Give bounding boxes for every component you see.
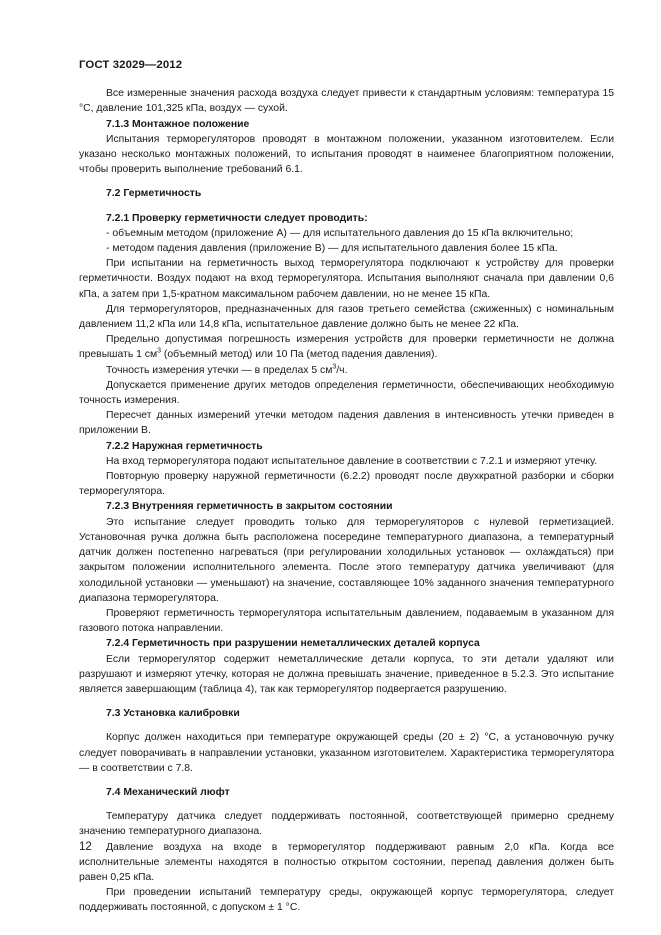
section-heading-7-3: 7.3 Установка калибровки (106, 708, 240, 720)
paragraph: Давление воздуха на входе в терморегулятор поддерживают равным 2,0 кПа. Когда все исполнительные элементы находятся в полностью открытом состоянии, перепад давления должен быть равен 0,25 кПа. (79, 841, 614, 883)
paragraph: Повторную проверку наружной герметичности (6.2.2) проводят после двухкратной разборки и сборки терморегулятора. (79, 471, 614, 498)
paragraph (79, 363, 614, 378)
page-number: 12 (79, 841, 92, 853)
section-heading-7-4: 7.4 Механический люфт (106, 786, 230, 798)
section-heading-7-2-4: 7.2.4 Герметичность при разрушении неметаллических деталей корпуса (106, 638, 480, 650)
document-page (79, 58, 614, 916)
text-run: Точность измерения утечки — в пределах 5 см (106, 364, 333, 376)
section-heading-7-2-2: 7.2.2 Наружная герметичность (106, 440, 263, 452)
paragraph: Если терморегулятор содержит неметаллические детали корпуса, то эти детали удаляют или разрушают и измеряют утечку, которая не должна превышать значение, приведенное в 5.2.3. Это испытание является завершающим (таблица 4), так как терморегулятор подвергается разрушению. (79, 653, 614, 695)
list-item: - методом падения давления (приложение В) — для испытательного давления более 15 кПа. (106, 243, 558, 255)
document-header: ГОСТ 32029—2012 (79, 59, 183, 71)
paragraph: При испытании на герметичность выход терморегулятора подключают к устройству для проверки герметичности. Воздух подают на вход терморегулятора. Испытания выполняют сначала при давлении 0,6 кПа, а затем при 1,5-кратном максимальном рабочем давлении, но не менее 15 кПа. (79, 258, 614, 300)
paragraph: На вход терморегулятора подают испытательное давление в соответствии с 7.2.1 и измеряют утечку. (106, 455, 598, 467)
paragraph: Все измеренные значения расхода воздуха следует привести к стандартным условиям: температура 15 °С, давление 101,325 кПа, воздух — сухой. (79, 88, 614, 115)
paragraph: Корпус должен находиться при температуре окружающей среды (20 ± 2) °С, а установочную ручку следует поворачивать в направлении установки, указанном изготовителем. Характеристика терморегулятора — в соответствии с 7.8. (79, 732, 614, 774)
paragraph: Температуру датчика следует поддерживать постоянной, соответствующей примерно среднему значению температурного диапазона. (79, 811, 614, 838)
paragraph (79, 332, 614, 362)
list-item: - объемным методом (приложение А) — для испытательного давления до 15 кПа включительно; (106, 227, 574, 239)
superscript: 3 (332, 363, 337, 371)
section-heading-7-2-1: 7.2.1 Проверку герметичности следует проводить: (106, 212, 368, 224)
paragraph: Это испытание следует проводить только для терморегуляторов с нулевой герметизацией. Установочная ручка должна быть расположена посередине температурного диапазона, а температурный датчик должен постепенно нагреваться (при регулировании холодильных установок — охлаждаться) при закрытом положении исполнительного элемента. После этого температуру датчика увеличивают (для холодильной установки — уменьшают) на значение, составляющее 10% заданного значения температурного диапазона терморегулятора. (79, 516, 614, 604)
paragraph: Для терморегуляторов, предназначенных для газов третьего семейства (сжиженных) с номинальным давлением 11,2 кПа или 14,8 кПа, испытательное давление должно быть не менее 22 кПа. (79, 303, 614, 331)
text-run: Предельно допустимая погрешность измерения устройств для проверки герметичности не должна превышать 1 см (79, 334, 614, 361)
section-heading-7-2-3: 7.2.3 Внутренняя герметичность в закрытом состоянии (106, 501, 393, 513)
paragraph: Пересчет данных измерений утечки методом падения давления в интенсивность утечки приведен в приложении В. (79, 410, 614, 437)
paragraph: При проведении испытаний температуру среды, окружающей корпус терморегулятора, следует поддерживать постоянной, с допуском ± 1 °С. (79, 887, 614, 914)
section-heading-7-1-3: 7.1.3 Монтажное положение (106, 118, 250, 130)
paragraph: Допускается применение других методов определения герметичности, обеспечивающих необходимую точность измерения. (79, 379, 614, 407)
text-run: /ч. (336, 364, 348, 376)
paragraph: Проверяют герметичность терморегулятора испытательным давлением, подаваемым в указанном для газового потока направлении. (79, 607, 614, 635)
section-heading-7-2: 7.2 Герметичность (106, 188, 202, 200)
paragraph: Испытания терморегуляторов проводят в монтажном положении, указанном изготовителем. Если указано несколько монтажных положений, то испытания проводят в наименее благоприятном положении, чтобы проверить выполнение требований 6.1. (79, 133, 614, 176)
text-run: (объемный метод) или 10 Па (метод падения давления). (161, 349, 438, 361)
superscript: 3 (157, 347, 162, 355)
